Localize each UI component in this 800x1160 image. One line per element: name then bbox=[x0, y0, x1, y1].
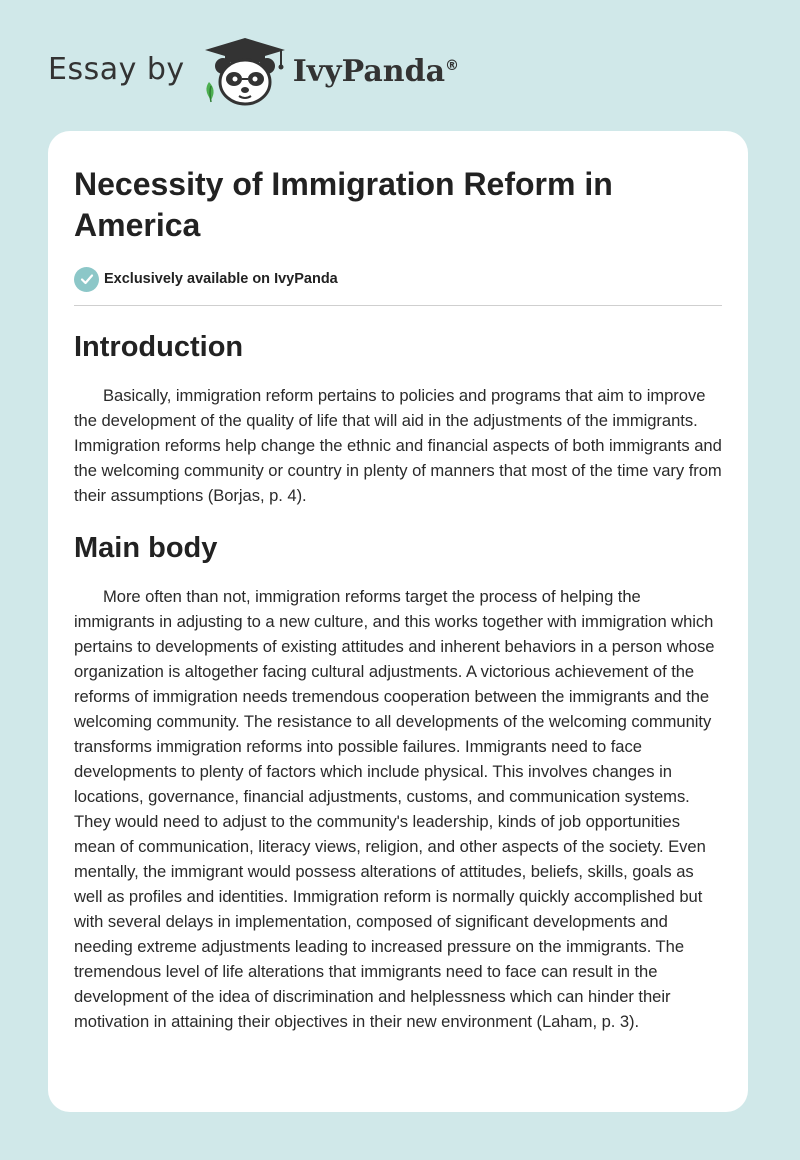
panda-graduate-icon bbox=[201, 36, 289, 108]
section-heading-introduction: Introduction bbox=[74, 331, 244, 363]
registered-mark: ® bbox=[445, 57, 460, 74]
section-body-main-body: More often than not, immigration reforms target the process of helping the immigrants in adjusting to a new culture, and this works together with immigration which pertains to developments of existing attitudes and inherent behaviors in a person whose organization is altogether facing cultural adjustments. A victorious achievement of the reforms of immigration needs tremendous cooperation between the immigrants and the welcoming community. The resistance to all developments of the welcoming community transforms immigration reforms into possible failures. Immigrants need to face developments to plenty of factors which include physical. This involves changes in locations, governance, financial adjustments, customs, and communication systems. They would need to adjust to the community's leadership, kinds of job opportunities mean of communication, literacy views, religion, and other aspects of the society. Even mentally, the immigrant would possess alterations of attitudes, beliefs, skills, goals as well as profiles and identities. Immigration reform is normally quickly accomplished but with several delays in implementation, composed of significant developments and needing extreme adjustments leading to increased pressure on the immigrants. The tremendous level of life alterations that immigrants need to face can result in the development of the idea of discrimination and helplessness which can hinder their motivation in attaining their objectives in their new environment (Laham, p. 3). bbox=[74, 587, 715, 1031]
section-body-introduction: Basically, immigration reform pertains to policies and programs that aim to improve the development of the quality of life that will aid in the adjustments of the immigrants. Immigration reforms help change the ethnic and financial aspects of both immigrants and the welcoming community or country in plenty of manners that most of the time vary from their assumptions (Borjas, p. 4). bbox=[74, 386, 722, 505]
check-icon bbox=[74, 267, 99, 292]
article-title: Necessity of Immigration Reform in America bbox=[74, 166, 613, 243]
article-card bbox=[48, 131, 748, 1112]
divider bbox=[74, 305, 722, 306]
exclusive-badge bbox=[74, 266, 722, 292]
brand-name bbox=[293, 54, 459, 89]
section-heading-main-body: Main body bbox=[74, 532, 218, 564]
badge-text: Exclusively available on IvyPanda bbox=[104, 271, 338, 287]
brand-header bbox=[48, 36, 459, 108]
brand-name-text: IvyPanda bbox=[292, 53, 446, 89]
brand-prefix: Essay by bbox=[48, 51, 185, 87]
